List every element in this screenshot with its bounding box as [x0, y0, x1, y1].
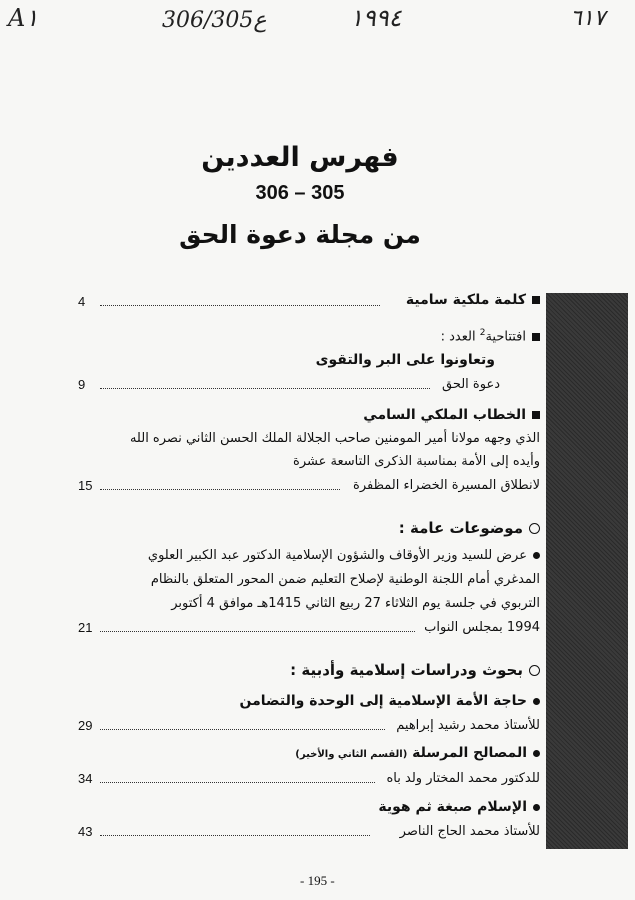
dot-bullet-icon — [533, 804, 540, 811]
dotted-leader — [100, 729, 385, 730]
page-number: 43 — [78, 824, 93, 839]
study-item-entry — [70, 767, 540, 791]
dot-bullet-icon — [533, 750, 540, 757]
general-topics-heading: موضوعات عامة : — [399, 517, 540, 539]
general-topics-entry — [70, 616, 540, 640]
page-number: 34 — [78, 771, 93, 786]
page-number: 21 — [78, 620, 93, 635]
dotted-leader — [100, 835, 370, 836]
issue-range: 306 – 305 — [255, 182, 345, 204]
dotted-leader — [100, 489, 340, 490]
editorial-subtitle: وتعاونوا على البر والتقوى — [315, 352, 495, 368]
dotted-leader — [100, 305, 380, 306]
general-topics-line3: التربوي في جلسة يوم الثلاثاء 27 ربيع الثاني 1415هـ موافق 4 أكتوبر — [171, 596, 540, 611]
decorative-sidebar — [546, 293, 628, 849]
royal-speech-line1: الذي وجهه مولانا أمير المومنين صاحب الجلالة الملك الحسن الثاني نصره الله — [129, 431, 540, 446]
square-bullet-icon — [532, 333, 540, 341]
dotted-leader — [100, 631, 415, 632]
circle-bullet-icon — [529, 523, 540, 534]
dot-bullet-icon — [533, 552, 540, 559]
year: ١٩٩٤ — [350, 4, 402, 32]
editorial-author: دعوة الحق — [441, 377, 500, 392]
general-topics-line4: 1994 بمجلس النواب — [424, 620, 540, 635]
footer-page-number: - 195 - — [300, 873, 335, 888]
dotted-leader — [100, 388, 430, 389]
catalog-number: ٦١٧ — [570, 6, 606, 31]
study-item-author: للأستاذ محمد الحاج الناصر — [399, 824, 540, 839]
corner-code: A١ — [8, 4, 39, 32]
study-item-author: للأستاذ محمد رشيد إبراهيم — [396, 718, 540, 733]
royal-speech-line3: لانطلاق المسيرة الخضراء المظفرة — [353, 478, 540, 493]
study-item-author: للدكتور محمد المختار ولد باه — [386, 771, 540, 786]
royal-word-leader — [70, 290, 540, 314]
editorial-entry — [70, 373, 540, 397]
page-number: 29 — [78, 718, 93, 733]
square-bullet-icon — [532, 411, 540, 419]
issue-numbers: 306/305ع — [162, 8, 267, 33]
royal-speech-heading: الخطاب الملكي السامي — [363, 404, 540, 426]
magazine-name: من مجلة دعوة الحق — [179, 220, 421, 249]
study-item-title: الإسلام صبغة ثم هوية — [378, 796, 540, 818]
page-title: فهرس العددين — [201, 142, 399, 173]
editorial-heading: افتتاحية$^2$ العدد : — [441, 322, 540, 348]
royal-word-heading: كلمة ملكية سامية — [406, 289, 540, 311]
dot-bullet-icon — [533, 698, 540, 705]
studies-heading: بحوث ودراسات إسلامية وأدبية : — [290, 659, 540, 681]
page-number: 4 — [78, 294, 86, 309]
study-item-entry — [70, 820, 540, 844]
general-topics-line1: عرض للسيد وزير الأوقاف والشؤون الإسلامية الدكتور عبد الكبير العلوي — [148, 545, 540, 567]
royal-speech-line2: وأيده إلى الأمة بمناسبة الذكرى التاسعة عشرة — [293, 454, 540, 469]
page-number: 9 — [78, 377, 86, 392]
dotted-leader — [100, 782, 375, 783]
study-item-title: المصالح المرسلة (القسم الثاني والأخير) — [295, 742, 540, 766]
study-item-title: حاجة الأمة الإسلامية إلى الوحدة والتضامن — [240, 690, 540, 712]
study-item-note: (القسم الثاني والأخير) — [295, 749, 408, 760]
general-topics-line2: المدغري أمام اللجنة الوطنية لإصلاح التعليم ضمن المحور المتعلق بالنظام — [150, 572, 540, 587]
study-item-entry — [70, 714, 540, 738]
royal-speech-entry — [70, 474, 540, 498]
circle-bullet-icon — [529, 665, 540, 676]
page-number: 15 — [78, 478, 93, 493]
